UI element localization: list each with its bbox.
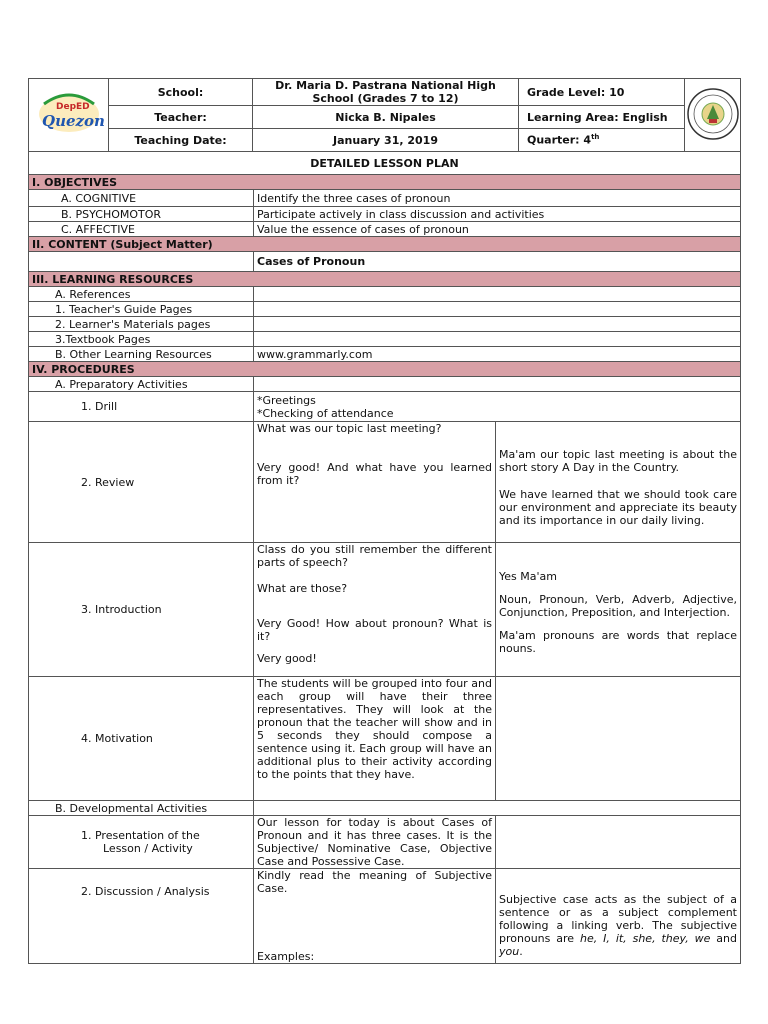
preparatory-label: A. Preparatory Activities	[29, 377, 254, 392]
discussion-end: .	[519, 944, 523, 958]
textbook-label: 3.Textbook Pages	[29, 332, 254, 347]
school-seal-icon	[685, 81, 741, 147]
intro-teacher-cell	[254, 543, 496, 677]
review-student-cell	[496, 422, 741, 543]
presentation-label-2: Lesson / Activity	[103, 842, 193, 855]
psychomotor-value: Participate actively in class discussion and activities	[254, 207, 741, 222]
drill-attendance: *Checking of attendance	[257, 406, 394, 420]
review-teacher-q1: What was our topic last meeting?	[257, 422, 442, 435]
school-seal	[685, 79, 741, 152]
other-resources-label: B. Other Learning Resources	[29, 347, 254, 362]
logo-sub-text: DepED	[55, 101, 90, 112]
procedures-heading: IV. PROCEDURES	[29, 362, 741, 377]
references-label: A. References	[29, 287, 254, 302]
intro-student-cell	[496, 543, 741, 677]
introduction-label: 3. Introduction	[29, 543, 254, 677]
discussion-label: 2. Discussion / Analysis	[29, 869, 254, 964]
subjective-pronouns: he, I, it, she, they, we	[580, 931, 711, 945]
affective-label: C. AFFECTIVE	[29, 222, 254, 237]
developmental-label: B. Developmental Activities	[29, 801, 254, 816]
learners-materials-label: 2. Learner's Materials pages	[29, 317, 254, 332]
review-student-a1: Ma'am our topic last meeting is about the short story A Day in the Country.	[499, 447, 737, 474]
teacher-label: Teacher:	[109, 106, 253, 129]
deped-quezon-logo-icon	[30, 82, 108, 146]
teachers-guide-label: 1. Teacher's Guide Pages	[29, 302, 254, 317]
objectives-heading: I. OBJECTIVES	[29, 175, 741, 190]
intro-teacher-q4: Very good!	[257, 652, 317, 665]
motivation-label: 4. Motivation	[29, 677, 254, 801]
psychomotor-label: B. PSYCHOMOTOR	[29, 207, 254, 222]
learning-area: Learning Area: English	[519, 106, 685, 129]
discussion-student-a1	[499, 893, 737, 958]
plan-title: DETAILED LESSON PLAN	[29, 152, 741, 175]
header-table	[28, 78, 741, 152]
intro-teacher-q1: Class do you still remember the different parts of speech?	[257, 543, 492, 569]
review-label: 2. Review	[29, 422, 254, 543]
cognitive-value: Identify the three cases of pronoun	[254, 190, 741, 207]
discussion-student-a1-text: Subjective case acts as the subject of a sentence or as a subject complement following a linking verb. The subjective pronouns are	[499, 892, 737, 945]
deped-logo	[29, 79, 109, 152]
teacher-value: Nicka B. Nipales	[253, 106, 519, 129]
intro-student-a3: Ma'am pronouns are words that replace nouns.	[499, 629, 737, 655]
review-student-a2: We have learned that we should took care our environment and appreciate its beauty and its importance in our daily living.	[499, 487, 737, 527]
other-resources-value: www.grammarly.com	[254, 347, 741, 362]
discussion-student-cell	[496, 869, 741, 964]
quarter-sup: th	[591, 133, 600, 142]
intro-student-a1: Yes Ma'am	[499, 570, 557, 583]
intro-student-a2: Noun, Pronoun, Verb, Adverb, Adjective, Conjunction, Preposition, and Interjection.	[499, 593, 737, 619]
cognitive-label: A. COGNITIVE	[29, 190, 254, 207]
date-label: Teaching Date:	[109, 129, 253, 152]
presentation-label-1: 1. Presentation of the	[81, 829, 200, 842]
intro-teacher-q3: Very Good! How about pronoun? What is it?	[257, 617, 492, 643]
drill-cell	[254, 392, 741, 422]
discussion-and: and	[716, 931, 737, 945]
content-heading: II. CONTENT (Subject Matter)	[29, 237, 741, 252]
subjective-pronoun-you: you	[499, 944, 520, 958]
review-teacher-cell	[254, 422, 496, 543]
affective-value: Value the essence of cases of pronoun	[254, 222, 741, 237]
intro-teacher-q2: What are those?	[257, 582, 348, 595]
drill-greetings: *Greetings	[257, 393, 316, 407]
grade-level: Grade Level: 10	[519, 79, 685, 106]
review-teacher-q2: Very good! And what have you learned from it?	[257, 461, 492, 487]
content-value: Cases of Pronoun	[254, 252, 741, 272]
date-value: January 31, 2019	[253, 129, 519, 152]
discussion-teacher-cell	[254, 869, 496, 964]
resources-heading: III. LEARNING RESOURCES	[29, 272, 741, 287]
logo-quezon-text: Quezon	[41, 111, 105, 130]
quarter-text: Quarter: 4	[527, 133, 592, 147]
presentation-label	[29, 816, 254, 869]
presentation-teacher: Our lesson for today is about Cases of Pronoun and it has three cases. It is the Subjective/ Nominative Case, Objective Case and Possessive Case.	[254, 816, 496, 869]
drill-label: 1. Drill	[29, 392, 254, 422]
lesson-plan-table	[28, 151, 741, 964]
school-value: Dr. Maria D. Pastrana National High School (Grades 7 to 12)	[253, 79, 519, 106]
school-label: School:	[109, 79, 253, 106]
motivation-teacher: The students will be grouped into four and each group will have their three representatives. They will look at the pronoun that the teacher will show and in 5 seconds they should compose a sentence using it. Each group will have an additional plus to their activity according to the points that they have.	[254, 677, 496, 801]
discussion-teacher-q1: Kindly read the meaning of Subjective Case.	[257, 869, 492, 895]
discussion-examples: Examples:	[257, 950, 315, 963]
quarter	[519, 129, 685, 152]
